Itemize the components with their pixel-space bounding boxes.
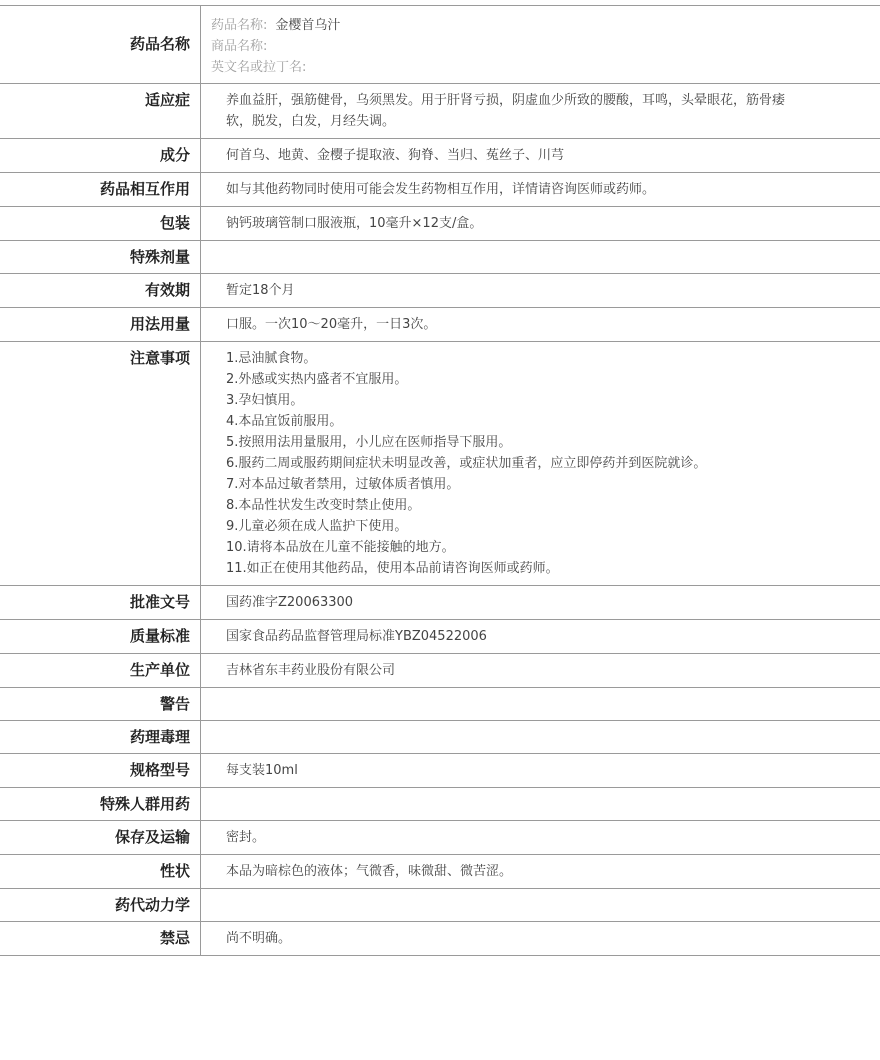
value-packaging: 钠钙玻璃管制口服液瓶，10毫升×12支/盒。 [226, 216, 483, 231]
value-special-groups [201, 788, 880, 821]
label-special-dosage: 特殊剂量 [0, 241, 201, 274]
row-special-dosage [0, 241, 880, 274]
row-approval [0, 586, 880, 620]
label-pharmacology: 药理毒理 [0, 721, 201, 754]
row-appearance [0, 855, 880, 889]
generic-name-line [211, 15, 870, 36]
value-drug-names [201, 6, 880, 84]
label-expiry: 有效期 [0, 274, 201, 308]
row-manufacturer [0, 654, 880, 688]
value-specification: 每支装10ml [226, 763, 298, 778]
value-expiry: 暂定18个月 [226, 283, 295, 298]
precaution-item: 2.外感或实热内盛者不宜服用。 [226, 372, 408, 387]
value-pharmacology [201, 721, 880, 754]
row-standard [0, 620, 880, 654]
row-precautions [0, 342, 880, 586]
value-contraindications: 尚不明确。 [226, 931, 292, 946]
drug-spec-table [0, 5, 880, 956]
label-drug-name: 药品名称 [0, 6, 201, 84]
row-warning [0, 688, 880, 721]
row-interactions [0, 173, 880, 207]
precaution-item: 10.请将本品放在儿童不能接触的地方。 [226, 540, 455, 555]
label-usage: 用法用量 [0, 308, 201, 342]
value-precautions [201, 342, 880, 586]
label-interactions: 药品相互作用 [0, 173, 201, 207]
label-precautions: 注意事项 [0, 342, 201, 586]
row-usage [0, 308, 880, 342]
row-contraindications [0, 922, 880, 956]
label-standard: 质量标准 [0, 620, 201, 654]
row-specification [0, 754, 880, 788]
row-indications [0, 84, 880, 139]
label-contraindications: 禁忌 [0, 922, 201, 956]
precaution-item: 9.儿童必须在成人监护下使用。 [226, 519, 408, 534]
label-indications: 适应症 [0, 84, 201, 139]
precaution-item: 3.孕妇慎用。 [226, 393, 304, 408]
value-special-dosage [201, 241, 880, 274]
label-specification: 规格型号 [0, 754, 201, 788]
label-pharmacokinetics: 药代动力学 [0, 889, 201, 922]
precaution-item: 8.本品性状发生改变时禁止使用。 [226, 498, 421, 513]
label-appearance: 性状 [0, 855, 201, 889]
value-pharmacokinetics [201, 889, 880, 922]
row-expiry [0, 274, 880, 308]
precaution-item: 1.忌油腻食物。 [226, 351, 317, 366]
value-standard: 国家食品药品监督管理局标准YBZ04522006 [226, 629, 487, 644]
row-special-groups [0, 788, 880, 821]
row-storage [0, 821, 880, 855]
label-warning: 警告 [0, 688, 201, 721]
row-packaging [0, 207, 880, 241]
row-pharmacology [0, 721, 880, 754]
value-manufacturer: 吉林省东丰药业股份有限公司 [226, 663, 396, 678]
row-ingredients [0, 139, 880, 173]
label-storage: 保存及运输 [0, 821, 201, 855]
value-interactions: 如与其他药物同时使用可能会发生药物相互作用，详情请咨询医师或药师。 [226, 182, 656, 197]
label-packaging: 包装 [0, 207, 201, 241]
english-name-key: 英文名或拉丁名: [211, 60, 307, 75]
label-ingredients: 成分 [0, 139, 201, 173]
trade-name-key: 商品名称: [211, 39, 268, 54]
precaution-item: 4.本品宜饭前服用。 [226, 414, 343, 429]
value-warning [201, 688, 880, 721]
value-storage: 密封。 [226, 830, 266, 845]
trade-name-line [211, 36, 870, 57]
english-name-line [211, 57, 870, 78]
precaution-item: 5.按照用法用量服用，小儿应在医师指导下服用。 [226, 435, 512, 450]
label-approval: 批准文号 [0, 586, 201, 620]
value-usage: 口服。一次10～20毫升，一日3次。 [226, 317, 437, 332]
row-pharmacokinetics [0, 889, 880, 922]
label-manufacturer: 生产单位 [0, 654, 201, 688]
value-appearance: 本品为暗棕色的液体；气微香，味微甜、微苦涩。 [226, 864, 513, 879]
precaution-item: 6.服药二周或服药期间症状未明显改善，或症状加重者，应立即停药并到医院就诊。 [226, 456, 707, 471]
value-ingredients: 何首乌、地黄、金樱子提取液、狗脊、当归、菟丝子、川芎 [226, 148, 565, 163]
precaution-item: 11.如正在使用其他药品，使用本品前请咨询医师或药师。 [226, 561, 559, 576]
value-indications: 养血益肝，强筋健骨，乌须黑发。用于肝肾亏损，阴虚血少所致的腰酸，耳鸣，头晕眼花，筋骨痿软，脱发，白发，月经失调。 [226, 93, 786, 129]
label-special-groups: 特殊人群用药 [0, 788, 201, 821]
value-approval: 国药准字Z20063300 [226, 595, 354, 610]
generic-name-key: 药品名称: [211, 18, 268, 33]
precaution-item: 7.对本品过敏者禁用，过敏体质者慎用。 [226, 477, 460, 492]
row-drug-name [0, 6, 880, 84]
generic-name-value: 金樱首乌汁 [275, 18, 341, 33]
